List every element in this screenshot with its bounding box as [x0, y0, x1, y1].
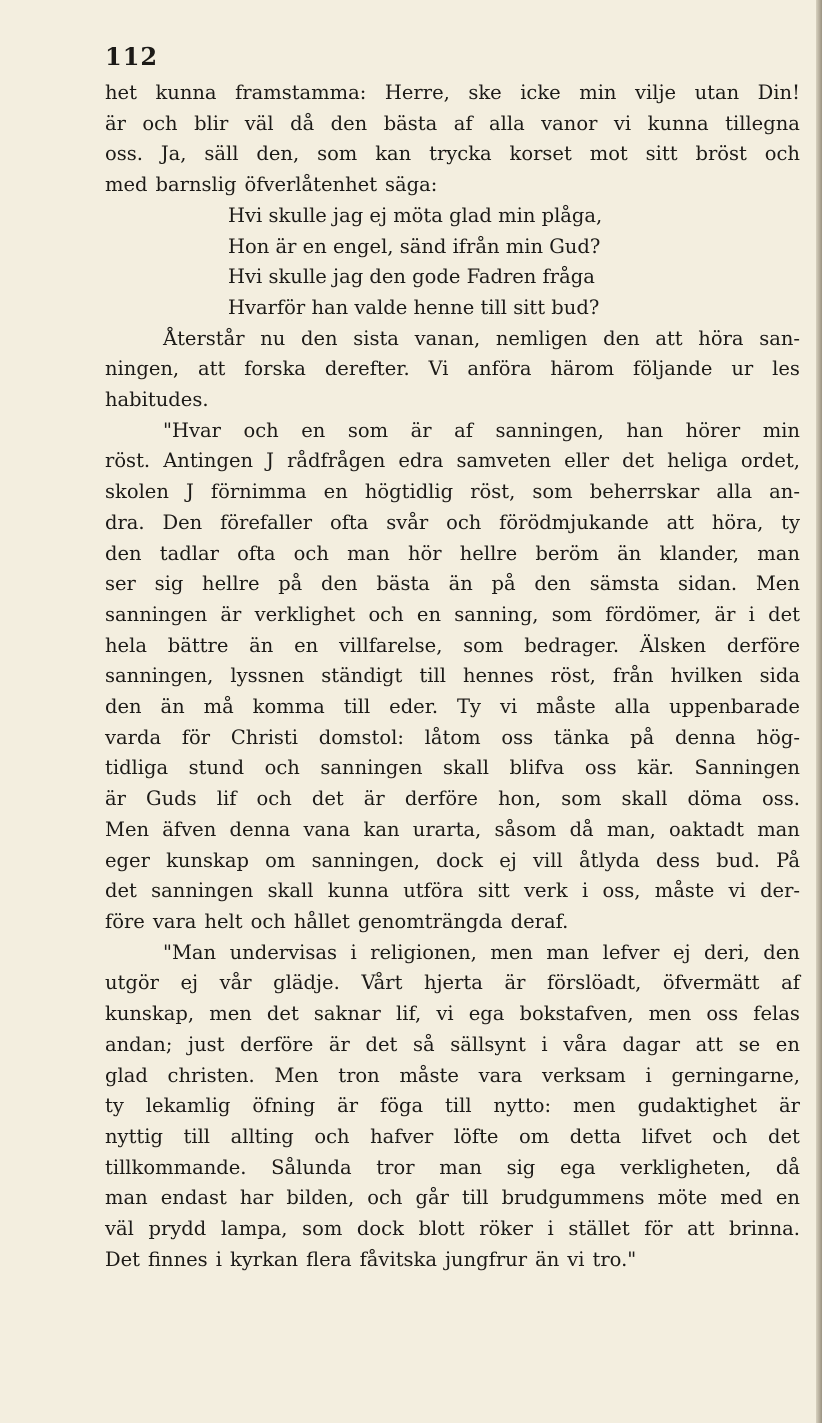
- page-number: 112: [105, 42, 159, 71]
- text-line: är och blir väl då den bästa af alla vanor vi kunna tillegna: [105, 111, 800, 135]
- text-line: oss. Ja, säll den, som kan trycka korset mot sitt bröst och: [105, 142, 800, 166]
- text-line: hela bättre än en villfarelse, som bedrager. Älsken derföre: [105, 633, 800, 657]
- text-line: Hvi skulle jag ej möta glad min plåga,: [228, 203, 603, 227]
- text-line: ningen, att forska derefter. Vi anföra härom följande ur les: [105, 357, 800, 381]
- text-line: Det finnes i kyrkan flera fåvitska jungfrur än vi tro.": [105, 1247, 637, 1271]
- text-line: ser sig hellre på den bästa än på den sämsta sidan. Men: [105, 572, 800, 596]
- text-line: "Man undervisas i religionen, men man lefver ej deri, den: [163, 940, 800, 964]
- page-edge: [816, 0, 822, 1423]
- text-line: glad christen. Men tron måste vara verksam i gerningarne,: [105, 1063, 800, 1087]
- text-line: varda för Christi domstol: låtom oss tänka på denna hög-: [105, 725, 800, 749]
- text-line: eger kunskap om sanningen, dock ej vill åtlyda dess bud. På: [105, 848, 800, 872]
- text-line: Återstår nu den sista vanan, nemligen den att höra san-: [163, 326, 800, 350]
- text-line: ty lekamlig öfning är föga till nytto: men gudaktighet är: [105, 1094, 800, 1118]
- text-line: utgör ej vår glädje. Vårt hjerta är förslöadt, öfvermätt af: [105, 971, 800, 995]
- text-line: dra. Den förefaller ofta svår och förödmjukande att höra, ty: [105, 510, 800, 534]
- page-body-text: [105, 78, 800, 1275]
- text-line: är Guds lif och det är derföre hon, som skall döma oss.: [105, 787, 800, 811]
- text-line: nyttig till allting och hafver löfte om detta lifvet och det: [105, 1124, 800, 1148]
- text-line: "Hvar och en som är af sanningen, han hörer min: [163, 418, 800, 442]
- text-line: tillkommande. Sålunda tror man sig ega verkligheten, då: [105, 1155, 800, 1179]
- text-line: het kunna framstamma: Herre, ske icke min vilje utan Din!: [105, 81, 800, 104]
- text-line: man endast har bilden, och går till brudgummens möte med en: [105, 1186, 800, 1210]
- text-line: Hon är en engel, sänd ifrån min Gud?: [228, 234, 601, 258]
- text-line: sanningen är verklighet och en sanning, som fördömer, är i det: [105, 602, 800, 626]
- text-line: andan; just derföre är det så sällsynt i våra dagar att se en: [105, 1032, 800, 1056]
- text-line: skolen J förnimma en högtidlig röst, som beherrskar alla an-: [105, 480, 800, 504]
- text-line: habitudes.: [105, 388, 209, 412]
- text-line: med barnslig öfverlåtenhet säga:: [105, 173, 438, 197]
- text-line: före vara helt och hållet genomträngda deraf.: [105, 909, 569, 933]
- text-line: sanningen, lyssnen ständigt till hennes röst, från hvilken sida: [105, 664, 800, 688]
- text-line: tidliga stund och sanningen skall blifva oss kär. Sanningen: [105, 756, 800, 780]
- text-line: väl prydd lampa, som dock blott röker i stället för att brinna.: [105, 1217, 800, 1241]
- text-line: röst. Antingen J rådfrågen edra samveten eller det heliga ordet,: [105, 449, 800, 473]
- text-line: det sanningen skall kunna utföra sitt verk i oss, måste vi der-: [105, 879, 800, 903]
- text-line: Men äfven denna vana kan urarta, såsom då man, oaktadt man: [105, 817, 800, 841]
- text-line: den än må komma till eder. Ty vi måste alla uppenbarade: [105, 695, 800, 719]
- text-line: Hvarför han valde henne till sitt bud?: [228, 295, 600, 319]
- text-line: kunskap, men det saknar lif, vi ega bokstafven, men oss felas: [105, 1002, 800, 1026]
- text-line: den tadlar ofta och man hör hellre beröm än klander, man: [105, 541, 800, 565]
- text-line: Hvi skulle jag den gode Fadren fråga: [228, 265, 595, 289]
